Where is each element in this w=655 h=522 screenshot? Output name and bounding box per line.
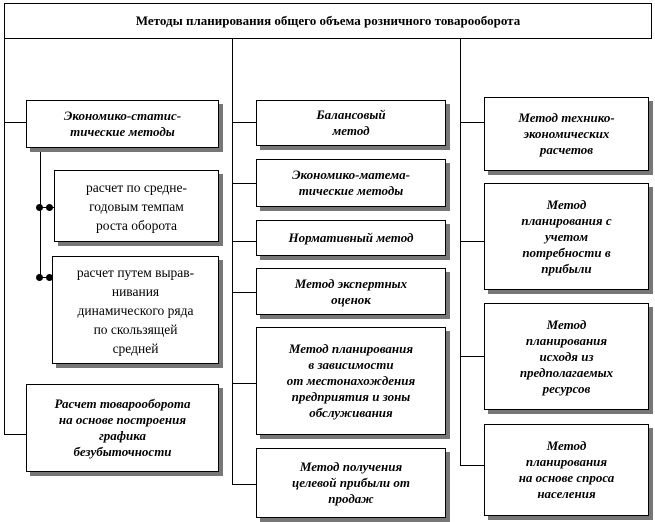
connector-right-1 bbox=[460, 122, 484, 123]
box-resources-method: Метод планирования исходя из предполагаемых ресурсов bbox=[484, 303, 649, 410]
connector-right-3 bbox=[460, 356, 484, 357]
connector-left-to-breakeven bbox=[4, 434, 26, 435]
box-avg-growth: расчет по средне- годовым темпам роста оборота bbox=[54, 170, 219, 242]
box-target-profit-method: Метод получения целевой прибыли от продаж bbox=[256, 448, 446, 518]
connector-right-4 bbox=[460, 465, 484, 466]
connector-stat-down bbox=[40, 148, 41, 278]
connector-right-2 bbox=[460, 241, 484, 242]
connector-left-to-stat bbox=[4, 122, 26, 123]
box-demand-method: Метод планирования на основе спроса населения bbox=[484, 424, 649, 516]
box-expert-method: Метод экспертных оценок bbox=[256, 268, 446, 315]
box-econ-stat-methods: Экономико-статис- тические методы bbox=[26, 100, 219, 148]
connector-mid-2 bbox=[232, 183, 256, 184]
box-moving-average: расчет путем вырав- нивания динамического ряда по скользящей средней bbox=[52, 256, 219, 364]
connector-left-vertical bbox=[4, 38, 5, 435]
connector-mid-3 bbox=[232, 241, 256, 242]
connector-dot bbox=[46, 204, 53, 211]
box-location-method: Метод планирования в зависимости от местонахождения предприятия и зоны обслуживания bbox=[256, 327, 446, 435]
connector-mid-1 bbox=[232, 122, 256, 123]
connector-right-vertical bbox=[460, 38, 461, 466]
diagram-title: Методы планирования общего объема розничного товарооборота bbox=[4, 3, 652, 39]
box-balance-method: Балансовый метод bbox=[256, 100, 446, 146]
box-profit-need-method: Метод планирования с учетом потребности в прибыли bbox=[484, 183, 649, 290]
connector-mid-4 bbox=[232, 292, 256, 293]
connector-dot bbox=[36, 274, 43, 281]
box-econ-math-methods: Экономико-матема- тические методы bbox=[256, 159, 446, 207]
box-tech-econ-method: Метод технико- экономических расчетов bbox=[484, 97, 649, 171]
connector-mid-6 bbox=[232, 484, 256, 485]
connector-mid-vertical bbox=[232, 38, 233, 485]
box-breakeven: Расчет товарооборота на основе построения графика безубыточности bbox=[26, 384, 219, 472]
connector-dot bbox=[36, 204, 43, 211]
connector-mid-5 bbox=[232, 383, 256, 384]
box-normative-method: Нормативный метод bbox=[256, 220, 446, 256]
